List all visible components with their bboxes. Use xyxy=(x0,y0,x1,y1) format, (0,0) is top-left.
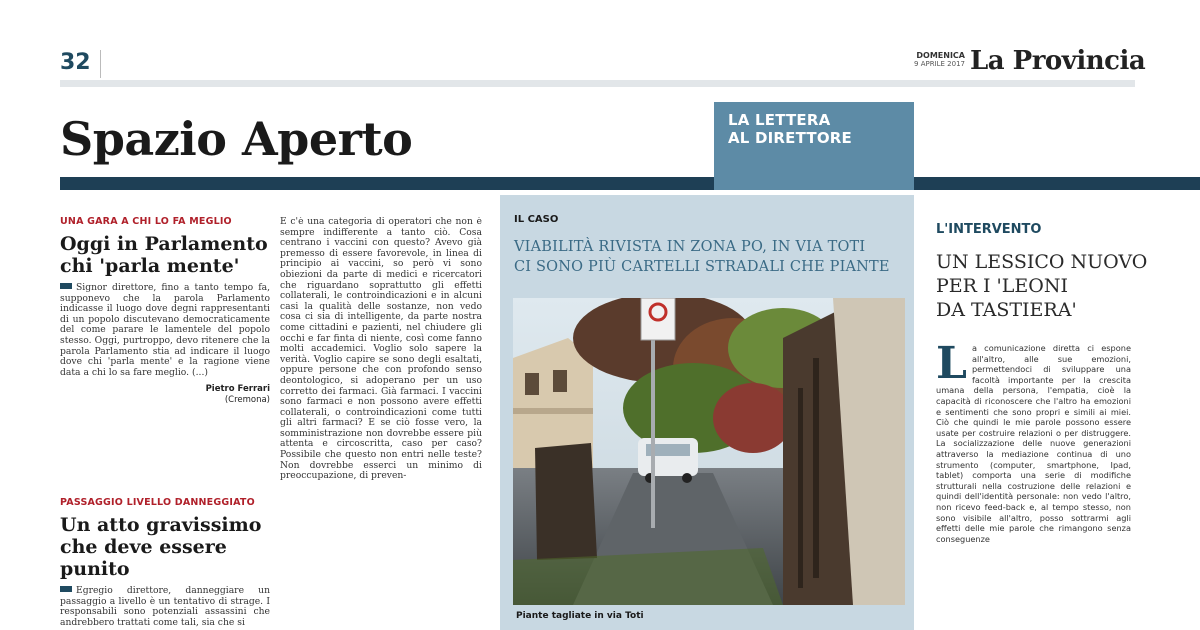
article-body xyxy=(60,283,270,378)
intervento-headline-line-1: UN LESSICO NUOVO xyxy=(936,251,1148,273)
intervento-body xyxy=(936,343,1131,630)
author-place: (Cremona) xyxy=(224,395,270,406)
article-body-text: Egregio direttore, danneggiare un passaggio a livello è un tentativo di strage. I responsabili sono potenziali assassini che andrebbero trattati come tali, sia che si xyxy=(60,585,270,628)
date-label: 9 APRILE 2017 xyxy=(914,60,965,68)
article-headline-line-2: che deve essere punito xyxy=(60,536,227,580)
date-block xyxy=(895,52,965,68)
street-photo xyxy=(513,298,905,605)
intervento-headline xyxy=(936,250,1166,322)
article-parlamento xyxy=(60,216,270,406)
newspaper-logo: La Provincia xyxy=(970,46,1146,76)
article-passaggio-livello xyxy=(60,497,270,628)
article-kicker: UNA GARA A CHI LO FA MEGLIO xyxy=(60,216,232,227)
intervento-kicker: L'INTERVENTO xyxy=(936,222,1042,237)
section-title: Spazio Aperto xyxy=(60,112,413,166)
article-kicker: PASSAGGIO LIVELLO DANNEGGIATO xyxy=(60,497,255,508)
photo-caption: Piante tagliate in via Toti xyxy=(516,611,644,621)
article-headline-line-1: Un atto gravissimo xyxy=(60,514,262,536)
article-headline-line-1: Oggi in Parlamento xyxy=(60,233,268,255)
caso-kicker: IL CASO xyxy=(514,214,559,225)
letter-label-line-1: LA LETTERA xyxy=(728,111,831,129)
article-continuation xyxy=(280,217,482,630)
intervento-body-text: a comunicazione diretta ci espone all'altro, alle sue emozioni, permettendoci di sviluppare una facoltà importante per la crescita umana della persona, l'empatia, cioè la capacità di riconoscere che l'altro ha emozioni e sentimenti che sono propri e simili ai miei. Ciò che quindi le mie parole possono essere usate per costruire relazioni o per distruggere. La socializzazione delle nuove generazioni attraverso la mediazione continua di uno strumento (computer, smartphone, Ipad, tablet) comporta una serie di modifiche strutturali nella costruzione delle relazioni e quindi dell'identità personale: non vedo l'altro, non ricevo feed-back e, al tempo stesso, non sono visibile all'altro, posso sottrarmi agli effetti delle mie parole che rimangono senza conseguenze xyxy=(936,343,1131,544)
header-rule xyxy=(60,80,1135,87)
article-headline-line-2: chi 'parla mente' xyxy=(60,255,240,277)
letter-label-line-2: AL DIRETTORE xyxy=(728,129,852,147)
intervento-headline-line-2: PER I 'LEONI xyxy=(936,275,1068,297)
page-number: 32 xyxy=(60,50,91,75)
caso-headline-line-2: CI SONO PIÙ CARTELLI STRADALI CHE PIANTE xyxy=(514,259,890,275)
drop-cap: L xyxy=(936,343,967,389)
day-label: DOMENICA xyxy=(916,51,965,60)
article-body-text: E c'è una categoria di operatori che non è sempre indifferente a tanto ciò. Cosa centrano i vaccini con questo? Avevo già premesso di essere favorevole, in linea di principio ai vaccini, so però vi sono obiezioni da parte di medici e ricercatori che riguardano soprattutto gli effetti collaterali, le controindicazioni e in alcuni casi la qualità delle sostanze, non vedo cosa ci sia di intelligente, da parte nostra come cittadini e pazienti, nel chiudere gli occhi e far finta di niente, così come fanno molti accademici. Voglio solo sapere la verità. Voglio capire se sono degli esaltati, oppure persone che con profondo senso deontologico, si adoperano per un uso corretto dei farmaci. Già farmaci. I vaccini sono farmaci e non possono avere effetti collaterali, o controindicazioni come tutti gli altri farmaci? E se ciò fosse vero, la somministrazione non dovrebbe essere più attenta e circoscritta, caso per caso? Possibile che questo non entri nelle teste? Non dovrebbe esserci un minimo di preoccupazione, di preven- xyxy=(280,217,482,482)
letter-box xyxy=(714,102,914,190)
intervento-headline-line-3: DA TASTIERA' xyxy=(936,299,1077,321)
author-name: Pietro Ferrari xyxy=(205,384,270,395)
paragraph-marker-icon xyxy=(60,586,72,592)
header-divider xyxy=(100,50,101,78)
article-body xyxy=(60,586,270,628)
section-bar xyxy=(60,177,1200,190)
paragraph-marker-icon xyxy=(60,283,72,289)
article-body-text: Signor direttore, fino a tanto tempo fa, supponevo che la parola Parlamento indicasse il luogo dove degni rappresentanti di un popolo discutevano democraticamente del come parare le lamentele del popolo stesso. Oggi, purtroppo, devo ritenere che la parola Parlamento stia ad indicare il luogo dove chi 'parla mente' e la ragione viene data a chi lo sa fare meglio. (...) xyxy=(60,282,270,378)
caso-headline xyxy=(514,237,909,277)
article-signature xyxy=(60,384,270,406)
caso-headline-line-1: VIABILITÀ RIVISTA IN ZONA PO, IN VIA TOTI xyxy=(514,239,866,255)
